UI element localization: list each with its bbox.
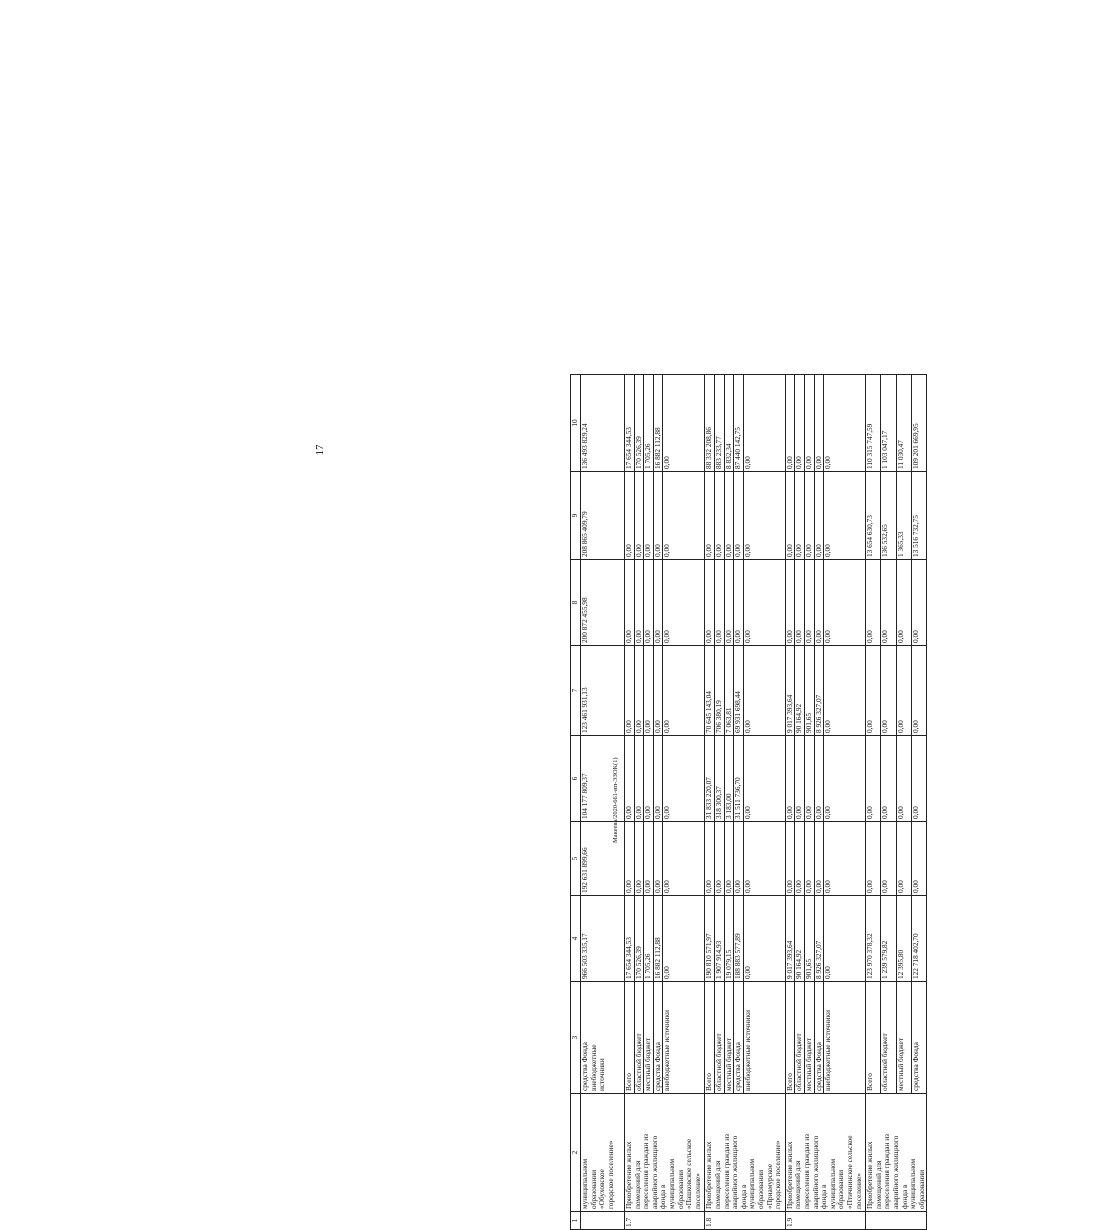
amount-cell: 0,00 <box>734 822 744 896</box>
rotated-table-page <box>570 375 1100 1230</box>
text-line: переселения граждан из <box>882 1133 892 1209</box>
text-line: Приобретение жилых <box>704 1141 714 1209</box>
amount-cell: 19 079,15 <box>724 896 734 982</box>
amount-cell: 8 926 327,07 <box>814 896 824 982</box>
amount-cell: 0,00 <box>714 822 724 896</box>
amount-cell: 0,00 <box>785 560 795 646</box>
amount-cell: 0,00 <box>881 736 896 822</box>
amount-cell: 0,00 <box>625 560 635 646</box>
amount-cell: 8 832,34 <box>724 375 734 472</box>
column-number: 9 <box>571 472 581 560</box>
amount-cell: 0,00 <box>824 646 866 736</box>
text-line: фонда в <box>819 1184 829 1209</box>
text-line: поселение» <box>692 1173 702 1209</box>
funding-source: внебюджетные источники <box>824 982 866 1094</box>
text-line: образовании <box>588 1169 598 1209</box>
amount-cell: 0,00 <box>866 822 881 896</box>
amount-cell: 0,00 <box>795 736 805 822</box>
amount-cell: 0,00 <box>653 472 663 560</box>
text-line: фонда в <box>899 1184 909 1209</box>
amount-cell: 104 177 809,37 <box>581 736 625 822</box>
amount-cell: 0,00 <box>824 375 866 472</box>
text-line: муниципальном <box>827 1158 837 1209</box>
amount-cell: 0,00 <box>724 560 734 646</box>
amount-cell: 0,00 <box>653 736 663 822</box>
financing-table <box>570 374 927 1230</box>
amount-cell: 0,00 <box>644 472 654 560</box>
amount-cell: 0,00 <box>743 375 785 472</box>
funding-source: внебюджетные источники <box>743 982 785 1094</box>
amount-cell: 1 103 047,17 <box>881 375 896 472</box>
amount-cell: 901,65 <box>804 646 814 736</box>
funding-source: средства Фонда <box>734 982 744 1094</box>
amount-cell: 9 017 393,64 <box>785 896 795 982</box>
item-name <box>625 1094 705 1212</box>
funding-source: местный бюджет <box>804 982 814 1094</box>
amount-cell: 0,00 <box>911 646 926 736</box>
amount-cell: 170 526,39 <box>634 375 644 472</box>
column-number: 1 <box>571 1212 581 1230</box>
amount-cell: 0,00 <box>663 896 705 982</box>
table-row <box>785 375 795 1230</box>
amount-cell: 123 461 931,13 <box>581 646 625 736</box>
table-body <box>571 375 927 1230</box>
text-line: помещений для <box>793 1160 803 1209</box>
amount-cell: 0,00 <box>653 822 663 896</box>
amount-cell: 0,00 <box>743 736 785 822</box>
amount-cell: 0,00 <box>911 822 926 896</box>
amount-cell: 0,00 <box>634 736 644 822</box>
text-line: источники <box>597 1058 607 1091</box>
amount-cell: 0,00 <box>625 646 635 736</box>
amount-cell: 0,00 <box>814 560 824 646</box>
text-line: переселения граждан из <box>801 1133 811 1209</box>
amount-cell: 0,00 <box>634 646 644 736</box>
amount-cell: 88 332 208,86 <box>705 375 715 472</box>
amount-cell: 87 440 142,75 <box>734 375 744 472</box>
amount-cell: 17 654 344,53 <box>625 896 635 982</box>
amount-cell: 0,00 <box>785 822 795 896</box>
amount-cell: 0,00 <box>705 560 715 646</box>
text-line: аварийного жилищного <box>890 1135 900 1209</box>
amount-cell: 0,00 <box>785 375 795 472</box>
amount-cell: 0,00 <box>634 822 644 896</box>
amount-cell: 901,65 <box>804 896 814 982</box>
amount-cell: 0,00 <box>795 822 805 896</box>
amount-cell: 0,00 <box>743 560 785 646</box>
amount-cell: 0,00 <box>743 822 785 896</box>
amount-cell: 11 030,47 <box>896 375 911 472</box>
amount-cell: 0,00 <box>866 560 881 646</box>
amount-cell: 0,00 <box>663 646 705 736</box>
amount-cell: 0,00 <box>814 822 824 896</box>
text-line: городское поселение» <box>773 1140 783 1209</box>
amount-cell: 3 183,00 <box>724 736 734 822</box>
row-number <box>866 1212 927 1230</box>
amount-cell: 1 907 914,93 <box>714 896 724 982</box>
amount-cell: 0,00 <box>705 472 715 560</box>
column-number: 7 <box>571 646 581 736</box>
text-line: аварийного жилищного <box>649 1135 659 1209</box>
amount-cell: 0,00 <box>814 736 824 822</box>
funding-source: местный бюджет <box>644 982 654 1094</box>
text-line: Приобретение жилых <box>624 1141 633 1209</box>
text-line: средства Фонда <box>580 1042 589 1091</box>
page-number: 17 <box>314 444 326 456</box>
continuation-row <box>581 375 625 1230</box>
amount-cell: 13 516 732,75 <box>911 472 926 560</box>
amount-cell: 0,00 <box>634 472 644 560</box>
amount-cell: 1 365,33 <box>896 472 911 560</box>
amount-cell: 883 233,77 <box>714 375 724 472</box>
document-footer: Макеева/2020-661-ип-ЭЗОК(1) <box>612 757 619 843</box>
amount-cell: 0,00 <box>795 560 805 646</box>
text-line: фонда в <box>738 1184 748 1209</box>
funding-source: областной бюджет <box>714 982 724 1094</box>
amount-cell: 0,00 <box>634 560 644 646</box>
funding-source: Всего <box>705 982 715 1094</box>
amount-cell: 0,00 <box>911 736 926 822</box>
amount-cell: 136 532,65 <box>881 472 896 560</box>
amount-cell: 0,00 <box>804 822 814 896</box>
amount-cell: 0,00 <box>663 472 705 560</box>
table-row <box>625 375 635 1230</box>
amount-cell: 69 931 698,44 <box>734 646 744 736</box>
amount-cell: 0,00 <box>663 822 705 896</box>
amount-cell: 0,00 <box>804 375 814 472</box>
amount-cell: 0,00 <box>804 560 814 646</box>
funding-source: средства Фонда <box>911 982 926 1094</box>
amount-cell: 170 526,39 <box>634 896 644 982</box>
amount-cell: 200 872 455,98 <box>581 560 625 646</box>
table-row <box>866 375 881 1230</box>
amount-cell: 0,00 <box>866 736 881 822</box>
funding-source: средства Фонда <box>653 982 663 1094</box>
amount-cell: 0,00 <box>881 822 896 896</box>
amount-cell: 0,00 <box>743 896 785 982</box>
amount-cell: 16 882 112,88 <box>653 375 663 472</box>
amount-cell: 0,00 <box>866 646 881 736</box>
amount-cell: 0,00 <box>785 472 795 560</box>
amount-cell: 7 063,81 <box>724 646 734 736</box>
amount-cell: 1 239 579,82 <box>881 896 896 982</box>
amount-cell: 0,00 <box>663 560 705 646</box>
amount-cell: 70 645 143,04 <box>705 646 715 736</box>
text-line: муниципальном <box>666 1158 676 1209</box>
amount-cell: 13 654 630,73 <box>866 472 881 560</box>
amount-cell: 136 493 829,24 <box>581 375 625 472</box>
amount-cell: 0,00 <box>705 822 715 896</box>
amount-cell: 0,00 <box>644 646 654 736</box>
column-number: 6 <box>571 736 581 822</box>
funding-source: Всего <box>785 982 795 1094</box>
amount-cell: 110 315 747,59 <box>866 375 881 472</box>
text-line: помещений для <box>873 1160 883 1209</box>
amount-cell: 0,00 <box>743 472 785 560</box>
amount-cell: 0,00 <box>644 736 654 822</box>
amount-cell: 0,00 <box>824 560 866 646</box>
amount-cell: 0,00 <box>795 472 805 560</box>
amount-cell: 122 718 402,70 <box>911 896 926 982</box>
text-line: переселения граждан из <box>721 1133 731 1209</box>
amount-cell: 123 970 378,32 <box>866 896 881 982</box>
amount-cell: 8 926 327,07 <box>814 646 824 736</box>
amount-cell: 0,00 <box>881 560 896 646</box>
amount-cell: 31 511 736,70 <box>734 736 744 822</box>
text-line: образовании <box>836 1169 846 1209</box>
item-name <box>581 1094 625 1212</box>
column-number: 4 <box>571 896 581 982</box>
amount-cell: 0,00 <box>734 472 744 560</box>
amount-cell: 90 164,92 <box>795 896 805 982</box>
funding-source: областной бюджет <box>634 982 644 1094</box>
row-number: 1.8 <box>705 1212 785 1230</box>
amount-cell: 0,00 <box>824 896 866 982</box>
amount-cell: 188 883 577,89 <box>734 896 744 982</box>
amount-cell: 318 300,37 <box>714 736 724 822</box>
amount-cell: 0,00 <box>896 736 911 822</box>
amount-cell: 0,00 <box>625 472 635 560</box>
amount-cell: 0,00 <box>881 646 896 736</box>
funding-source: областной бюджет <box>795 982 805 1094</box>
amount-cell: 90 164,92 <box>795 646 805 736</box>
column-number: 2 <box>571 1094 581 1212</box>
amount-cell: 0,00 <box>824 472 866 560</box>
text-line: «Обуховское <box>597 1169 607 1209</box>
amount-cell: 0,00 <box>824 736 866 822</box>
item-name <box>705 1094 785 1212</box>
text-line: «Птичнинское сельское <box>844 1135 854 1209</box>
amount-cell: 1 705,26 <box>644 375 654 472</box>
funding-source: областной бюджет <box>881 982 896 1094</box>
amount-cell: 0,00 <box>625 822 635 896</box>
funding-source: средства Фонда <box>814 982 824 1094</box>
text-line: Приобретение жилых <box>784 1141 794 1209</box>
amount-cell: 0,00 <box>724 472 734 560</box>
column-number: 8 <box>571 560 581 646</box>
amount-cell: 0,00 <box>734 560 744 646</box>
text-line: Приобретение жилых <box>865 1141 875 1209</box>
funding-source: Всего <box>625 982 635 1094</box>
text-line: аварийного жилищного <box>730 1135 740 1209</box>
row-number <box>581 1212 625 1230</box>
row-number: 1.9 <box>785 1212 865 1230</box>
amount-cell: 0,00 <box>743 646 785 736</box>
item-name <box>785 1094 865 1212</box>
amount-cell: 0,00 <box>653 560 663 646</box>
text-line: переселения граждан из <box>641 1133 651 1209</box>
amount-cell: 17 654 344,53 <box>625 375 635 472</box>
amount-cell: 0,00 <box>896 822 911 896</box>
item-name <box>866 1094 927 1212</box>
text-line: образовании <box>916 1169 926 1209</box>
text-line: внебюджетные <box>588 1044 598 1091</box>
column-number: 3 <box>571 982 581 1094</box>
amount-cell: 0,00 <box>714 560 724 646</box>
amount-cell: 192 631 899,66 <box>581 822 625 896</box>
funding-source: местный бюджет <box>896 982 911 1094</box>
amount-cell: 16 882 112,88 <box>653 896 663 982</box>
text-line: образовании <box>675 1169 685 1209</box>
amount-cell: 0,00 <box>896 560 911 646</box>
row-number: 1.7 <box>625 1212 705 1230</box>
amount-cell: 966 503 335,17 <box>581 896 625 982</box>
amount-cell: 0,00 <box>663 375 705 472</box>
amount-cell: 0,00 <box>644 560 654 646</box>
text-line: муниципальном <box>580 1158 589 1209</box>
header-row <box>571 375 581 1230</box>
amount-cell: 12 395,80 <box>896 896 911 982</box>
amount-cell: 0,00 <box>911 560 926 646</box>
amount-cell: 0,00 <box>663 736 705 822</box>
text-line: фонда в <box>658 1184 668 1209</box>
amount-cell: 31 833 220,07 <box>705 736 715 822</box>
text-line: помещений для <box>632 1160 642 1209</box>
funding-source: местный бюджет <box>724 982 734 1094</box>
amount-cell: 0,00 <box>824 822 866 896</box>
amount-cell: 0,00 <box>724 822 734 896</box>
amount-cell: 9 017 393,64 <box>785 646 795 736</box>
column-number: 5 <box>571 822 581 896</box>
amount-cell: 0,00 <box>653 646 663 736</box>
amount-cell: 0,00 <box>814 472 824 560</box>
amount-cell: 0,00 <box>714 472 724 560</box>
amount-cell: 190 810 571,97 <box>705 896 715 982</box>
amount-cell: 0,00 <box>814 375 824 472</box>
text-line: образовании <box>755 1169 765 1209</box>
text-line: поселение» <box>853 1173 863 1209</box>
amount-cell: 0,00 <box>804 472 814 560</box>
amount-cell: 706 380,19 <box>714 646 724 736</box>
text-line: «Пашковское сельское <box>684 1138 694 1209</box>
column-number: 10 <box>571 375 581 472</box>
amount-cell: 208 865 409,79 <box>581 472 625 560</box>
text-line: помещений для <box>712 1160 722 1209</box>
amount-cell: 0,00 <box>795 375 805 472</box>
amount-cell: 1 705,26 <box>644 896 654 982</box>
amount-cell: 0,00 <box>896 646 911 736</box>
amount-cell: 0,00 <box>804 736 814 822</box>
funding-source: внебюджетные источники <box>663 982 705 1094</box>
text-line: муниципальном <box>908 1158 918 1209</box>
funding-source: Всего <box>866 982 881 1094</box>
amount-cell: 0,00 <box>625 736 635 822</box>
text-line: «Приамурское <box>764 1163 774 1209</box>
funding-source <box>581 982 625 1094</box>
text-line: городское поселение» <box>605 1140 615 1209</box>
text-line: аварийного жилищного <box>810 1135 820 1209</box>
amount-cell: 0,00 <box>785 736 795 822</box>
text-line: муниципальном <box>747 1158 757 1209</box>
amount-cell: 109 201 669,95 <box>911 375 926 472</box>
amount-cell: 0,00 <box>644 822 654 896</box>
